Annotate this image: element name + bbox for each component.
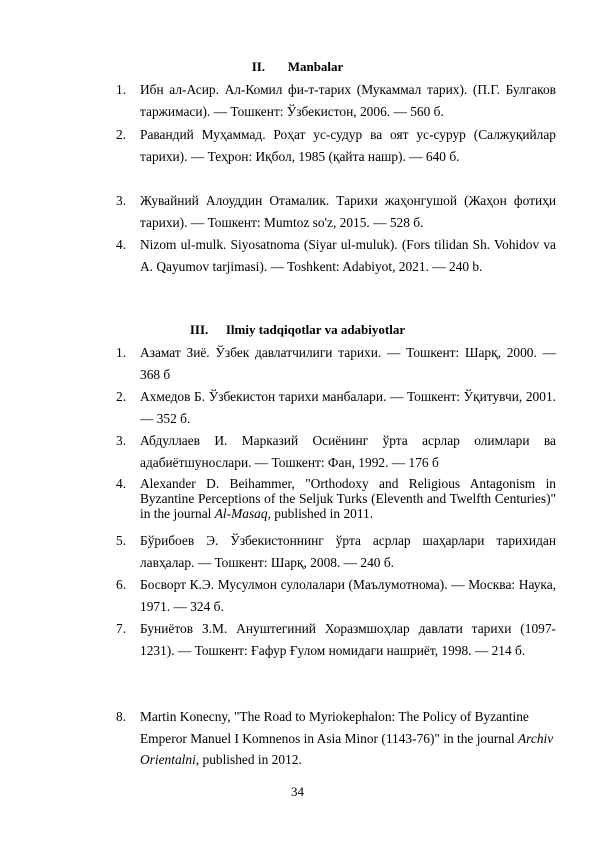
section-number: II. <box>251 59 266 74</box>
research-item <box>116 430 556 473</box>
item-number: 7. <box>116 621 127 636</box>
section-title: Ilmiy tadqiqotlar va adabiyotlar <box>225 322 406 337</box>
journal-title: Al-Masaq <box>214 506 268 521</box>
research-item <box>116 530 556 573</box>
page-number: 34 <box>291 784 304 799</box>
item-number: 2. <box>116 127 127 142</box>
item-text: Ахмедов Б. Ўзбекистон тарихи манбалари. — Тошкент: Ўқитувчи, 2001. — 352 б. <box>140 389 556 426</box>
item-number: 1. <box>116 345 127 360</box>
research-item <box>116 618 556 661</box>
item-number: 5. <box>116 533 127 548</box>
item-number: 3. <box>116 193 127 208</box>
item-text: Alexander D. Beihammer, "Orthodoxy and Religious Antagonism in Byzantine Perceptions of the Seljuk Turks (Eleventh and Twelfth Centuries)" in the journal Al-Masaq, published in 2011. <box>140 476 556 521</box>
source-item <box>116 190 556 233</box>
item-text: Бўрибоев Э. Ўзбекистоннинг ўрта асрлар шаҳарлари тарихидан лавҳалар. — Тошкент: Шарқ, 2008. — 240 б. <box>140 533 556 570</box>
item-number: 4. <box>116 476 127 491</box>
source-item <box>116 124 556 167</box>
item-number: 4. <box>116 237 127 252</box>
research-item <box>116 706 556 771</box>
journal-title: Archiv Orientalni <box>140 730 554 767</box>
item-number: 3. <box>116 433 127 448</box>
item-text: Martin Konecny, "The Road to Myriokephalon: The Policy of Byzantine Emperor Manuel I Komnenos in Asia Minor (1143-76)" in the journal Archiv Orientalni, published in 2012. <box>140 709 554 767</box>
item-number: 8. <box>116 709 127 724</box>
section-title: Manbalar <box>287 59 344 74</box>
research-item <box>116 574 556 617</box>
item-text: Ибн ал-Асир. Ал-Комил фи-т-тарих (Мукаммал тарих). (П.Г. Булгаков таржимаси). — Тошкент: Ўзбекистон, 2006. — 560 б. <box>140 82 556 119</box>
item-text: Азамат Зиё. Ўзбек давлатчилиги тарихи. — Тошкент: Шарқ, 2000. — 368 б <box>140 345 556 382</box>
section-number: III. <box>189 322 209 337</box>
section-heading-research <box>0 322 595 338</box>
source-item <box>116 79 556 122</box>
source-item <box>116 234 556 277</box>
item-text: Буниётов З.М. Ануштегиний Хоразмшоҳлар давлати тарихи (1097-1231). — Тошкент: Ғафур Ғулом номидаги нашриёт, 1998. — 214 б. <box>140 621 556 658</box>
item-number: 6. <box>116 577 127 592</box>
item-number: 2. <box>116 389 127 404</box>
item-text: Жувайний Алоуддин Отамалик. Тарихи жаҳонгушой (Жаҳон фотиҳи тарихи). — Тошкент: Mumtoz so'z, 2015. — 528 б. <box>140 193 556 230</box>
item-text: Равандий Муҳаммад. Роҳат ус-судур ва оят ус-сурур (Салжуқийлар тарихи). — Теҳрон: Иқбол, 1985 (қайта нашр). — 640 б. <box>140 127 556 164</box>
item-text: Босворт К.Э. Мусулмон сулолалари (Маълумотнома). — Москва: Наука, 1971. — 324 б. <box>140 577 556 614</box>
research-item <box>116 342 556 385</box>
item-text: Nizom ul-mulk. Siyosatnoma (Siyar ul-muluk). (Fors tilidan Sh. Vohidov va A. Qayumov tarjimasi). — Toshkent: Adabiyot, 2021. — 240 b. <box>140 237 556 274</box>
section-heading-sources <box>0 59 595 75</box>
research-item <box>116 476 556 521</box>
research-item <box>116 386 556 429</box>
item-number: 1. <box>116 82 127 97</box>
item-text: Абдуллаев И. Марказий Осиёнинг ўрта асрлар олимлари ва адабиётшунослари. — Тошкент: Фан, 1992. — 176 б <box>140 433 556 470</box>
